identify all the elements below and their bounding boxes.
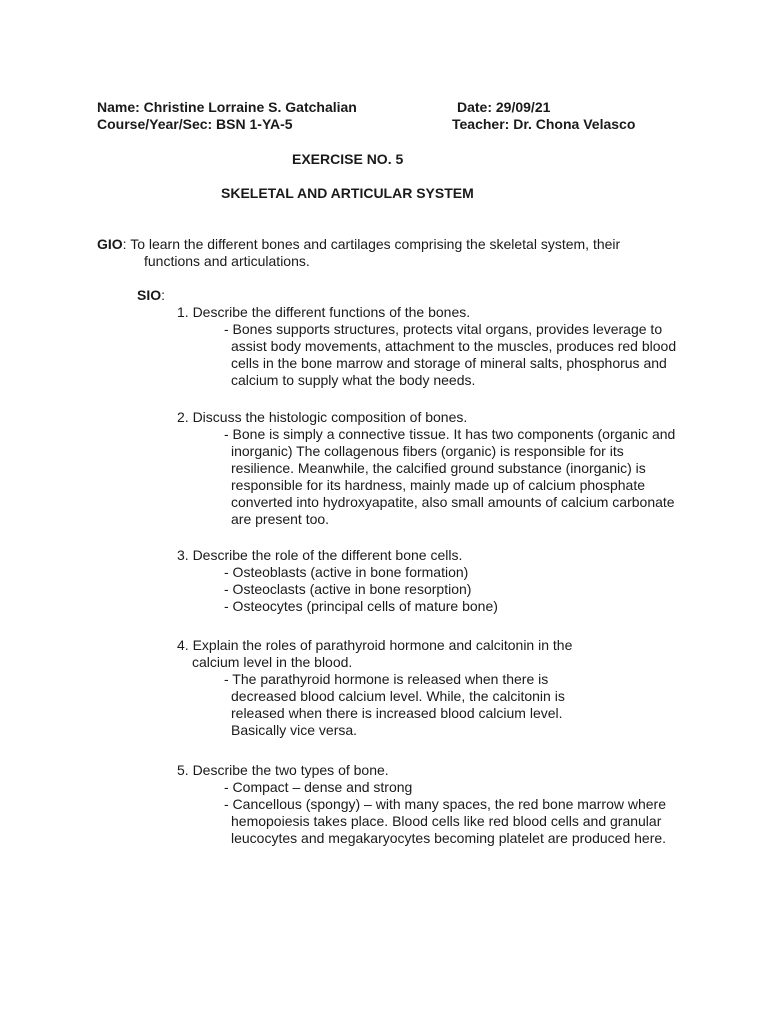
answer-line: - Bones supports structures, protects vital organs, provides leverage to bbox=[224, 321, 663, 337]
question-line: 2. Discuss the histologic composition of bones. bbox=[177, 409, 468, 425]
answer-line: are present too. bbox=[231, 511, 330, 527]
answer-line: hemopoiesis takes place. Blood cells like red blood cells and granular bbox=[231, 813, 662, 829]
date: Date: 29/09/21 bbox=[457, 99, 551, 115]
answer-line: resilience. Meanwhile, the calcified ground substance (inorganic) is bbox=[231, 460, 646, 476]
item-4-question bbox=[177, 637, 572, 671]
answer-line: cells in the bone marrow and storage of mineral salts, phosphorus and bbox=[231, 355, 667, 371]
teacher: Teacher: Dr. Chona Velasco bbox=[452, 116, 636, 132]
sio-heading bbox=[137, 287, 165, 304]
sio-label: SIO bbox=[137, 287, 162, 303]
answer-line: - Osteoblasts (active in bone formation) bbox=[224, 564, 469, 580]
answer-line: - The parathyroid hormone is released when there is bbox=[224, 671, 549, 687]
answer-line: leucocytes and megakaryocytes becoming platelet are produced here. bbox=[231, 830, 667, 846]
gio-line-2: functions and articulations. bbox=[144, 253, 310, 269]
answer-line: calcium to supply what the body needs. bbox=[231, 372, 476, 388]
question-line: 4. Explain the roles of parathyroid hormone and calcitonin in the bbox=[177, 637, 573, 653]
item-1-answer bbox=[224, 321, 676, 389]
document-title: SKELETAL AND ARTICULAR SYSTEM bbox=[221, 185, 474, 201]
answer-line: - Osteocytes (principal cells of mature bone) bbox=[224, 598, 498, 614]
gio-label: GIO bbox=[97, 236, 123, 252]
answer-line: released when there is increased blood calcium level. bbox=[231, 705, 563, 721]
answer-line: converted into hydroxyapatite, also small amounts of calcium carbonate bbox=[231, 494, 675, 510]
answer-line: - Compact – dense and strong bbox=[224, 779, 413, 795]
item-1-question bbox=[177, 304, 470, 321]
answer-line: inorganic) The collagenous fibers (organic) is responsible for its bbox=[231, 443, 624, 459]
answer-line: responsible for its hardness, mainly made up of calcium phosphate bbox=[231, 477, 645, 493]
item-5-answer bbox=[224, 779, 666, 847]
item-4-answer bbox=[224, 671, 565, 739]
item-2-answer bbox=[224, 426, 675, 528]
item-3-question bbox=[177, 547, 462, 564]
sio-colon: : bbox=[161, 287, 166, 303]
answer-line: - Bone is simply a connective tissue. It has two components (organic and bbox=[224, 426, 676, 442]
answer-line: Basically vice versa. bbox=[231, 722, 358, 738]
student-name: Name: Christine Lorraine S. Gatchalian bbox=[97, 99, 357, 115]
exercise-number: EXERCISE NO. 5 bbox=[292, 151, 404, 167]
answer-line: - Osteoclasts (active in bone resorption) bbox=[224, 581, 472, 597]
answer-line: assist body movements, attachment to the muscles, produces red blood bbox=[231, 338, 677, 354]
gio-line-1 bbox=[97, 236, 620, 253]
item-3-answer bbox=[224, 564, 498, 615]
course-year-sec: Course/Year/Sec: BSN 1-YA-5 bbox=[97, 116, 293, 132]
question-line: calcium level in the blood. bbox=[192, 654, 353, 670]
answer-line: decreased blood calcium level. While, the calcitonin is bbox=[231, 688, 565, 704]
gio-text: : To learn the different bones and cartilages comprising the skeletal system, their bbox=[122, 236, 621, 252]
question-line: 3. Describe the role of the different bone cells. bbox=[177, 547, 463, 563]
answer-line: - Cancellous (spongy) – with many spaces, the red bone marrow where bbox=[224, 796, 666, 812]
item-2-question bbox=[177, 409, 467, 426]
question-line: 1. Describe the different functions of the bones. bbox=[177, 304, 471, 320]
question-line: 5. Describe the two types of bone. bbox=[177, 762, 389, 778]
item-5-question bbox=[177, 762, 389, 779]
